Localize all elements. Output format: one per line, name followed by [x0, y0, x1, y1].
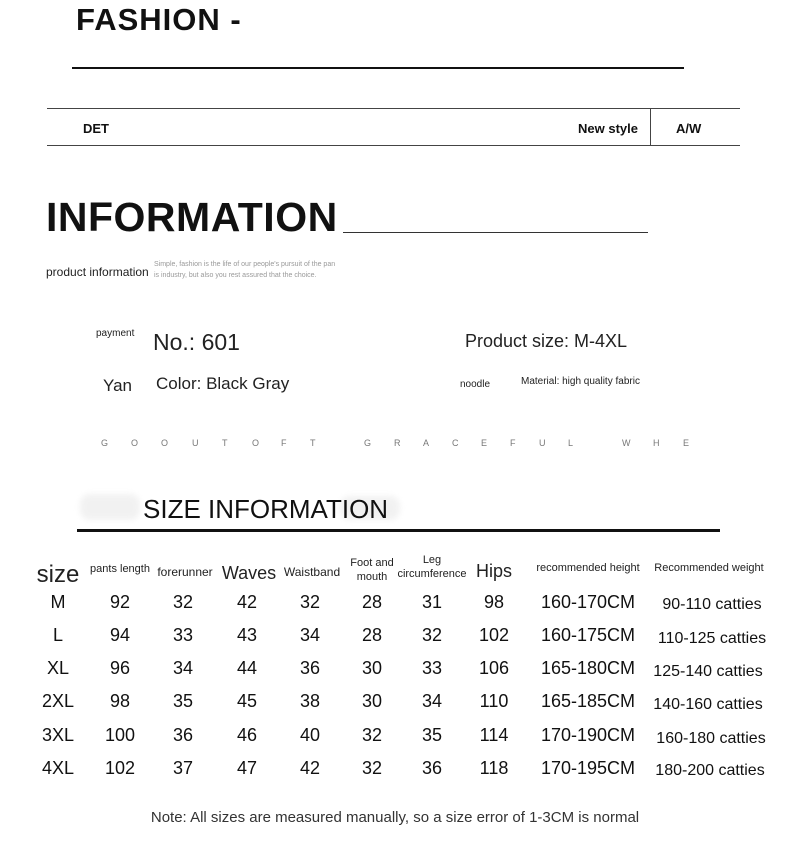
header-hips: Hips [475, 561, 513, 581]
new-style-label: New style [578, 121, 638, 136]
table-cell: 106 [478, 658, 510, 678]
decor-letter: C [452, 438, 459, 448]
table-cell: 102 [478, 625, 510, 645]
decor-letter: F [281, 438, 287, 448]
product-material: Material: high quality fabric [521, 376, 640, 387]
table-cell: 118 [479, 758, 509, 778]
table-cell: 140-160 catties [653, 696, 763, 713]
table-cell: 94 [109, 625, 131, 645]
det-label: DET [83, 121, 109, 136]
measurement-note: Note: All sizes are measured manually, so a size error of 1-3CM is normal [150, 809, 640, 826]
decor-letter: U [192, 438, 199, 448]
decor-letter: E [481, 438, 488, 448]
decor-letter: R [394, 438, 401, 448]
decor-letter: E [683, 438, 690, 448]
information-rule [343, 232, 648, 233]
table-cell: 32 [361, 758, 383, 778]
table-cell: 96 [109, 658, 131, 678]
table-cell: 170-195CM [540, 758, 636, 778]
table-cell: 32 [172, 592, 194, 612]
decor-letter: L [568, 438, 574, 448]
table-cell: 90-110 catties [662, 596, 762, 613]
table-cell: 165-185CM [540, 691, 636, 711]
header-pants-length: pants length [90, 563, 150, 575]
decor-letter: W [622, 438, 631, 448]
table-cell: 36 [172, 725, 194, 745]
information-title: INFORMATION [46, 194, 338, 240]
table-cell: 34 [421, 691, 443, 711]
table-cell: 36 [421, 758, 443, 778]
table-cell: 35 [172, 691, 194, 711]
table-cell: 47 [236, 758, 258, 778]
decor-letter: T [222, 438, 228, 448]
table-cell: 38 [299, 691, 321, 711]
size-information-title: SIZE INFORMATION [143, 494, 389, 524]
product-size-range: Product size: M-4XL [465, 331, 628, 351]
table-cell: 30 [361, 691, 383, 711]
product-color: Color: Black Gray [156, 374, 290, 393]
table-cell: 31 [421, 592, 443, 612]
table-cell: 36 [299, 658, 321, 678]
blurb-line-2: is industry, but also you rest assured that the choice. [154, 272, 317, 279]
table-cell: 32 [361, 725, 383, 745]
payment-label: payment [96, 328, 135, 339]
header-size: size [36, 561, 80, 588]
size-information-rule [77, 529, 720, 532]
blurb-line-1: Simple, fashion is the life of our people's pursuit of the pan [154, 261, 336, 268]
header-forerunner: forerunner [157, 565, 213, 579]
table-cell: 170-190CM [540, 725, 636, 745]
table-cell: 100 [104, 725, 136, 745]
table-cell: 28 [361, 592, 383, 612]
table-cell: 44 [236, 658, 258, 678]
header-recommended-weight: Recommended weight [654, 562, 764, 574]
table-cell: 30 [361, 658, 383, 678]
decorative-letter-strip [0, 438, 790, 452]
header-bar-divider [650, 108, 651, 146]
header-bar-top-rule [47, 108, 740, 109]
table-cell: 110-125 catties [657, 630, 767, 647]
decor-letter: T [310, 438, 316, 448]
table-cell: 37 [172, 758, 194, 778]
table-cell: 114 [479, 725, 509, 745]
product-information-label: product information [46, 265, 149, 279]
table-cell: 42 [236, 592, 258, 612]
decor-letter: O [161, 438, 169, 448]
yan-label: Yan [103, 376, 132, 395]
table-cell-size: L [52, 625, 64, 645]
table-cell: 32 [299, 592, 321, 612]
table-cell: 33 [421, 658, 443, 678]
decor-letter: F [510, 438, 516, 448]
table-cell: 125-140 catties [653, 663, 763, 680]
table-cell: 98 [483, 592, 505, 612]
table-cell-size: 2XL [41, 691, 75, 711]
table-cell-size: 4XL [41, 758, 75, 778]
product-number: No.: 601 [153, 329, 240, 355]
table-cell: 160-180 catties [656, 730, 766, 747]
table-cell: 34 [299, 625, 321, 645]
noodle-label: noodle [460, 379, 491, 390]
header-waistband: Waistband [283, 565, 341, 579]
decor-letter: O [131, 438, 139, 448]
table-cell: 45 [236, 691, 258, 711]
table-cell: 160-170CM [540, 592, 636, 612]
brand-underline [72, 67, 684, 69]
table-cell-size: XL [46, 658, 70, 678]
brand-title: FASHION - [76, 2, 242, 37]
header-waves: Waves [221, 563, 277, 583]
table-cell: 110 [479, 691, 509, 711]
table-cell: 92 [109, 592, 131, 612]
header-foot-and-mouth: Foot and mouth [350, 557, 394, 583]
header-recommended-height: recommended height [536, 562, 640, 574]
season-label: A/W [676, 121, 702, 136]
decor-letter: A [423, 438, 430, 448]
table-cell: 42 [299, 758, 321, 778]
table-cell: 165-180CM [540, 658, 636, 678]
table-cell: 35 [421, 725, 443, 745]
table-cell: 32 [421, 625, 443, 645]
background-smudge [80, 494, 140, 520]
table-cell: 43 [236, 625, 258, 645]
decor-letter: O [252, 438, 260, 448]
table-cell: 160-175CM [540, 625, 636, 645]
table-cell-size: 3XL [41, 725, 75, 745]
header-leg-circumference: Leg circumference [397, 554, 467, 580]
decor-letter: H [653, 438, 660, 448]
decor-letter: G [364, 438, 372, 448]
decor-letter: U [539, 438, 546, 448]
table-cell: 34 [172, 658, 194, 678]
table-cell: 40 [299, 725, 321, 745]
decor-letter: G [101, 438, 109, 448]
table-cell: 102 [104, 758, 136, 778]
table-cell: 46 [236, 725, 258, 745]
table-cell: 33 [172, 625, 194, 645]
table-cell: 98 [109, 691, 131, 711]
header-bar-bottom-rule [47, 145, 740, 146]
table-cell: 180-200 catties [655, 762, 765, 779]
table-cell: 28 [361, 625, 383, 645]
table-cell-size: M [50, 592, 66, 612]
